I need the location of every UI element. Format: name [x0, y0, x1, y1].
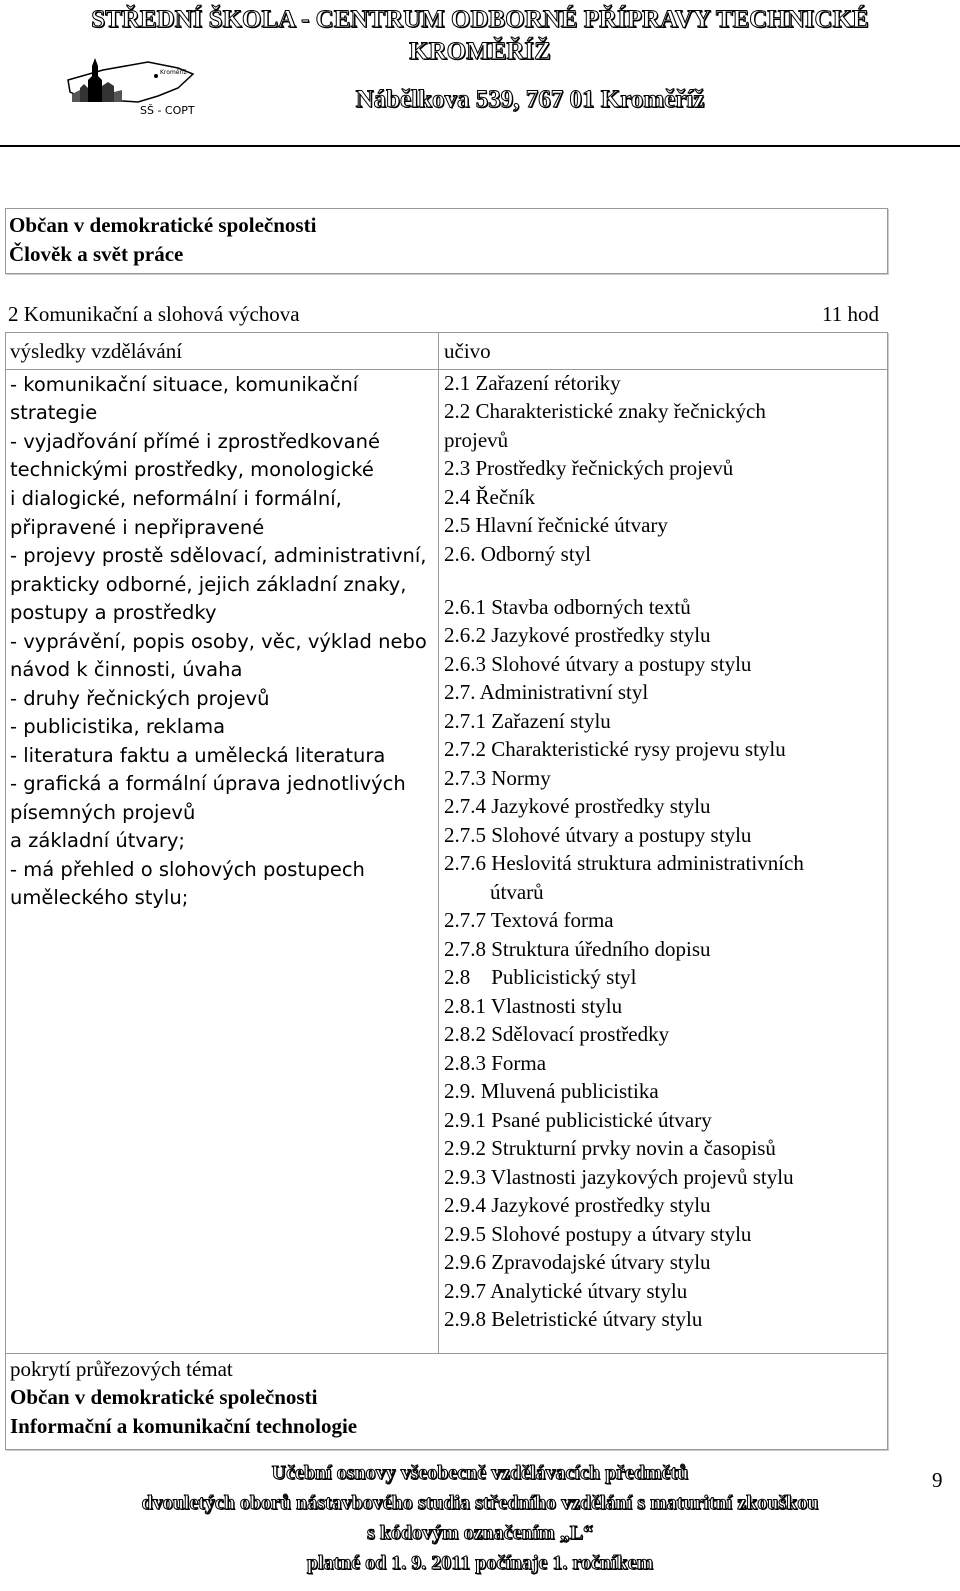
content-line: 2.9.2 Strukturní prvky novin a časopisů — [444, 1136, 776, 1160]
school-address: Nábělkova 539, 767 01 Kroměříž — [355, 86, 705, 113]
outcome-line: technickými prostředky, monologické — [10, 458, 374, 481]
content-line: projevů — [444, 428, 509, 452]
content-line: 2.7.6 Heslovitá struktura administrativních — [444, 851, 804, 875]
content-line: 2.7. Administrativní styl — [444, 680, 649, 704]
curriculum-table — [5, 332, 888, 1450]
section-hours: 11 hod — [822, 302, 879, 326]
content-line: 2.9.3 Vlastnosti jazykových projevů stylu — [444, 1165, 794, 1189]
section-title: 2 Komunikační a slohová výchova — [8, 302, 300, 326]
outcome-line: - projevy prostě sdělovací, administrativní, — [10, 544, 427, 567]
content-line: 2.9.7 Analytické útvary stylu — [444, 1279, 688, 1303]
outcomes-column-header: výsledky vzdělávání — [10, 339, 183, 363]
outcome-line: - má přehled o slohových postupech — [10, 858, 365, 881]
content-line: 2.3 Prostředky řečnických projevů — [444, 456, 734, 480]
coverage-topic: Občan v demokratické společnosti — [10, 1385, 318, 1409]
content-line: 2.7.2 Charakteristické rysy projevu stylu — [444, 737, 786, 761]
content-line: 2.7.4 Jazykové prostředky stylu — [444, 794, 711, 818]
coverage-row-divider — [6, 1353, 887, 1354]
content-line: útvarů — [490, 880, 544, 904]
outcome-line: prakticky odborné, jejich základní znaky, — [10, 573, 407, 596]
outcome-line: postupy a prostředky — [10, 601, 217, 624]
header-row-divider — [6, 369, 887, 370]
content-line: 2.8.2 Sdělovací prostředky — [444, 1022, 670, 1046]
content-line: 2.6.2 Jazykové prostředky stylu — [444, 623, 711, 647]
content-line: 2.4 Řečník — [444, 485, 535, 509]
content-line: 2.7.5 Slohové útvary a postupy stylu — [444, 823, 752, 847]
content-line: 2.8.1 Vlastnosti stylu — [444, 994, 623, 1018]
outcome-line: připravené i nepřipravené — [10, 516, 265, 539]
content-line: 2.7.1 Zařazení stylu — [444, 709, 611, 733]
footer-line1: Učební osnovy všeobecně vzdělávacích předmětů — [271, 1462, 689, 1484]
footer-line3: s kódovým označením „L“ — [366, 1522, 594, 1544]
school-name-line1: STŘEDNÍ ŠKOLA - CENTRUM ODBORNÉ PŘÍPRAVY TECHNICKÉ — [91, 6, 869, 33]
content-line: 2.7.7 Textová forma — [444, 908, 614, 932]
outcome-line: návod k činnosti, úvaha — [10, 658, 243, 681]
outcome-line: - vyprávění, popis osoby, věc, výklad nebo — [10, 630, 427, 653]
content-line: 2.7.8 Struktura úředního dopisu — [444, 937, 711, 961]
content-line: 2.6. Odborný styl — [444, 542, 591, 566]
content-line: 2.5 Hlavní řečnické útvary — [444, 513, 668, 537]
cross-topic-1: Občan v demokratické společnosti — [9, 213, 317, 237]
content-line: 2.6.3 Slohové útvary a postupy stylu — [444, 652, 752, 676]
content-column-header: učivo — [444, 339, 491, 363]
content-line: 2.9.6 Zpravodajské útvary stylu — [444, 1250, 711, 1274]
school-logo — [28, 40, 203, 122]
outcome-line: uměleckého stylu; — [10, 886, 189, 909]
content-line: 2.1 Zařazení rétoriky — [444, 371, 621, 395]
page-number: 9 — [932, 1468, 943, 1492]
outcome-line: - grafická a formální úprava jednotlivých — [10, 772, 406, 795]
outcome-line: písemných projevů — [10, 801, 196, 824]
cross-topics-box — [5, 208, 888, 274]
coverage-topic: Informační a komunikační technologie — [10, 1414, 358, 1438]
content-line: 2.9.8 Beletristické útvary stylu — [444, 1307, 703, 1331]
content-line: 2.9.4 Jazykové prostředky stylu — [444, 1193, 711, 1217]
content-line: 2.9.1 Psané publicistické útvary — [444, 1108, 712, 1132]
outcome-line: - vyjadřování přímé i zprostředkované — [10, 430, 380, 453]
page-footer — [0, 1458, 960, 1578]
outcome-line: a základní útvary; — [10, 829, 185, 852]
outcome-line: - komunikační situace, komunikační — [10, 373, 359, 396]
content-line: 2.2 Charakteristické znaky řečnických — [444, 399, 766, 423]
outcome-line: strategie — [10, 401, 98, 424]
content-line: 2.8.3 Forma — [444, 1051, 547, 1075]
content-line: 2.7.3 Normy — [444, 766, 551, 790]
column-divider — [438, 333, 439, 1353]
outcome-line: - publicistika, reklama — [10, 715, 226, 738]
logo-text: SŠ - COPT — [140, 104, 195, 117]
logo-city-text: Kroměříž — [160, 69, 187, 76]
content-line: 2.6.1 Stavba odborných textů — [444, 595, 691, 619]
school-name-line2: KROMĚŘÍŽ — [409, 38, 551, 65]
header-divider — [0, 145, 960, 147]
content-line: 2.8 Publicistický styl — [444, 965, 637, 989]
content-line: 2.9.5 Slohové postupy a útvary stylu — [444, 1222, 752, 1246]
outcome-line: i dialogické, neformální i formální, — [10, 487, 342, 510]
cross-topic-2: Člověk a svět práce — [9, 242, 184, 266]
outcome-line: - druhy řečnických projevů — [10, 687, 270, 710]
coverage-label: pokrytí průřezových témat — [10, 1357, 233, 1381]
footer-line2: dvouletých oborů nástavbového studia středního vzdělání s maturitní zkouškou — [141, 1492, 819, 1514]
outcome-line: - literatura faktu a umělecká literatura — [10, 744, 386, 767]
content-line: 2.9. Mluvená publicistika — [444, 1079, 659, 1103]
footer-line4: platné od 1. 9. 2011 počínaje 1. ročníkem — [306, 1552, 654, 1574]
